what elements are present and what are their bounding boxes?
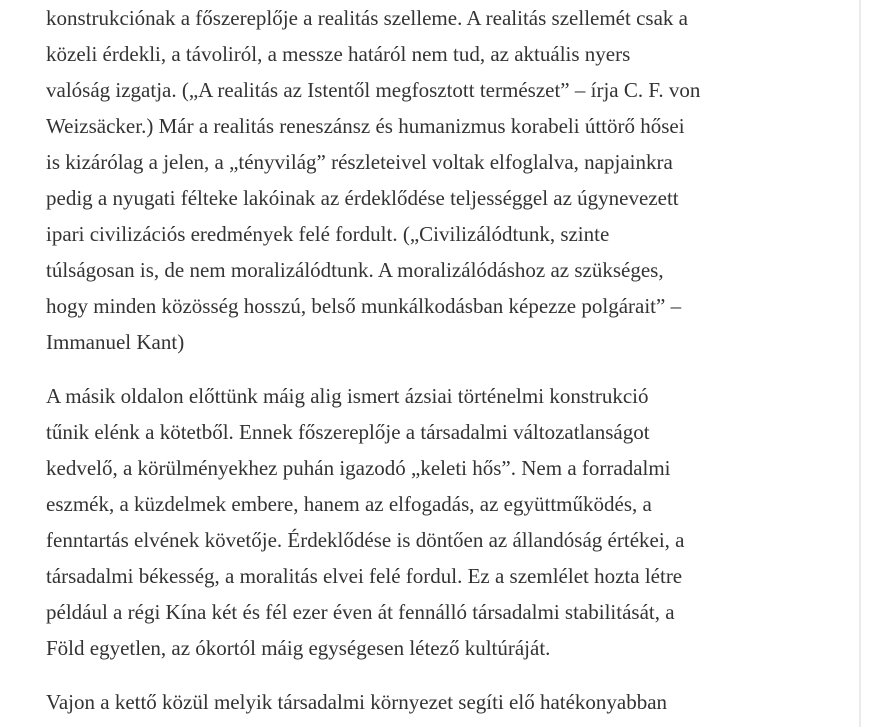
text-line: is kizárólag a jelen, a „tényvilág” részleteivel voltak elfoglalva, napjainkra: [46, 150, 673, 174]
text-line: eszmék, a küzdelmek embere, hanem az elfogadás, az együttműködés, a: [46, 492, 652, 516]
paragraph-kerdes: [46, 684, 826, 720]
text-line: társadalmi békesség, a moralitás elvei felé fordul. Ez a szemlélet hozta létre: [46, 564, 683, 588]
paragraph-realitas: [46, 0, 826, 360]
text-line: közeli érdekli, a távoliról, a messze határól nem tud, az aktuális nyers: [46, 42, 631, 66]
content-divider: [859, 0, 861, 727]
text-line: Vajon a kettő közül melyik társadalmi környezet segíti elő hatékonyabban: [46, 690, 668, 714]
text-line: ipari civilizációs eredmények felé fordult. („Civilizálódtunk, szinte: [46, 222, 610, 246]
text-line: Weizsäcker.) Már a realitás reneszánsz és humanizmus korabeli úttörő hősei: [46, 114, 685, 138]
text-line: konstrukciónak a főszereplője a realitás szelleme. A realitás szellemét csak a: [46, 6, 688, 30]
text-line: valóság izgatja. („A realitás az Istentől megfosztott természet” – írja C. F. von: [46, 78, 701, 102]
text-line: túlságosan is, de nem moralizálódtunk. A moralizálódáshoz az szükséges,: [46, 258, 664, 282]
paragraph-keleti-hos: [46, 378, 826, 666]
text-line: kedvelő, a körülményekhez puhán igazodó „keleti hős”. Nem a forradalmi: [46, 456, 671, 480]
text-line: hogy minden közösség hosszú, belső munkálkodásban képezze polgárait” –: [46, 294, 682, 318]
text-line: például a régi Kína két és fél ezer éven át fennálló társadalmi stabilitását, a: [46, 600, 675, 624]
article-body: [46, 0, 826, 720]
text-line: A másik oldalon előttünk máig alig ismert ázsiai történelmi konstrukció: [46, 384, 649, 408]
text-line: pedig a nyugati félteke lakóinak az érdeklődése teljességgel az úgynevezett: [46, 186, 679, 210]
text-line: Föld egyetlen, az ókortól máig egységesen létező kultúráját.: [46, 636, 551, 660]
text-line: Immanuel Kant): [46, 330, 185, 354]
text-line: fenntartás elvének követője. Érdeklődése is döntően az állandóság értékei, a: [46, 528, 685, 552]
text-line: tűnik elénk a kötetből. Ennek főszereplője a társadalmi változatlanságot: [46, 420, 650, 444]
